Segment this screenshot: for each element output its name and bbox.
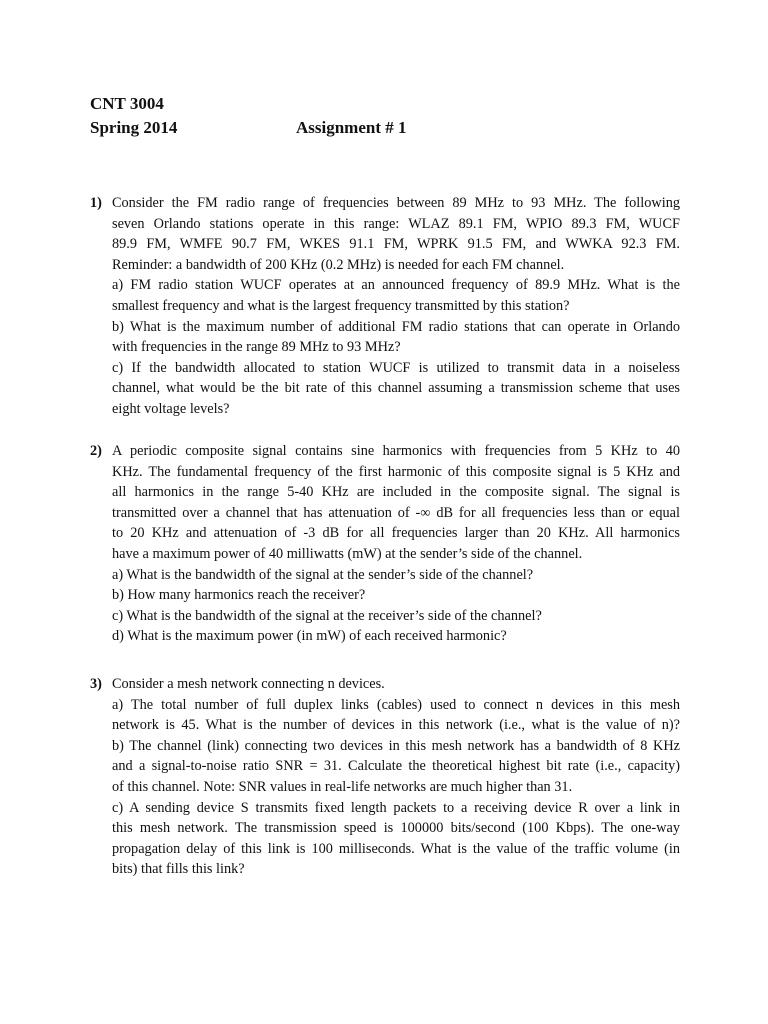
question-text: Consider a mesh network connecting n devices. [112, 676, 385, 692]
question-line: seven Orlando stations operate in this range: WLAZ 89.1 FM, WPIO 89.3 FM, WUCF [112, 215, 680, 232]
question-line: with frequencies in the range 89 MHz to 93 MHz? [112, 339, 401, 356]
question-text: A periodic composite signal contains sine harmonics with frequencies from 5 KHz to 40 [112, 443, 680, 459]
question-line [90, 193, 680, 214]
question-number: 3) [90, 676, 102, 692]
course-code: CNT 3004 [90, 94, 164, 113]
question-line: this mesh network. The transmission speed is 100000 bits/second (100 Kbps). The one-way [112, 820, 680, 837]
question-line: smallest frequency and what is the largest frequency transmitted by this station? [112, 297, 570, 314]
question-line: channel, what would be the bit rate of this channel assuming a transmission scheme that uses [112, 380, 680, 397]
question-3 [90, 674, 680, 880]
question-line: network is 45. What is the number of devices in this network (i.e., what is the value of n)? [112, 717, 680, 734]
question-line: have a maximum power of 40 milliwatts (mW) at the sender’s side of the channel. [112, 545, 583, 562]
question-line: and a signal-to-noise ratio SNR = 31. Calculate the theoretical highest bit rate (i.e., capacity) [112, 758, 680, 775]
question-line: d) What is the maximum power (in mW) of each received harmonic? [112, 628, 507, 645]
question-line: Reminder: a bandwidth of 200 KHz (0.2 MHz) is needed for each FM channel. [112, 256, 565, 273]
question-line: 89.9 FM, WMFE 90.7 FM, WKES 91.1 FM, WPRK 91.5 FM, and WWKA 92.3 FM. [112, 236, 680, 253]
question-line: c) A sending device S transmits fixed length packets to a receiving device R over a link in [112, 799, 680, 816]
question-line: c) If the bandwidth allocated to station WUCF is utilized to transmit data in a noiseless [112, 359, 680, 376]
question-line: propagation delay of this link is 100 milliseconds. What is the value of the traffic volume (in [112, 840, 680, 857]
term: Spring 2014 [90, 118, 178, 137]
question-line: transmitted over a channel that has attenuation of -∞ dB for all frequencies less than or equal [112, 504, 680, 521]
question-line: c) What is the bandwidth of the signal at the receiver’s side of the channel? [112, 607, 542, 624]
question-line: bits) that fills this link? [112, 861, 245, 878]
question-number: 1) [90, 195, 102, 211]
question-2 [90, 441, 680, 647]
question-line: a) FM radio station WUCF operates at an announced frequency of 89.9 MHz. What is the [112, 277, 680, 294]
question-line: a) The total number of full duplex links (cables) used to connect n devices in this mesh [112, 696, 680, 713]
question-line [90, 674, 680, 695]
question-line: of this channel. Note: SNR values in real-life networks are much higher than 31. [112, 778, 573, 795]
question-line [90, 441, 680, 462]
question-line: b) The channel (link) connecting two devices in this mesh network has a bandwidth of 8 KHz [112, 737, 680, 754]
question-line: a) What is the bandwidth of the signal at the sender’s side of the channel? [112, 566, 534, 583]
question-1 [90, 193, 680, 420]
question-line: eight voltage levels? [112, 400, 230, 417]
question-line: all harmonics in the range 5-40 KHz are included in the composite signal. The signal is [112, 484, 680, 501]
question-text: Consider the FM radio range of frequencies between 89 MHz to 93 MHz. The following [112, 195, 680, 211]
question-line: to 20 KHz and attenuation of -3 dB for all frequencies larger than 20 KHz. All harmonics [112, 525, 680, 542]
question-line: b) What is the maximum number of additional FM radio stations that can operate in Orlando [112, 318, 680, 335]
assignment-title: Assignment # 1 [296, 118, 407, 137]
question-number: 2) [90, 443, 102, 459]
question-line: KHz. The fundamental frequency of the first harmonic of this composite signal is 5 KHz and [112, 463, 680, 480]
question-line: b) How many harmonics reach the receiver? [112, 587, 366, 604]
